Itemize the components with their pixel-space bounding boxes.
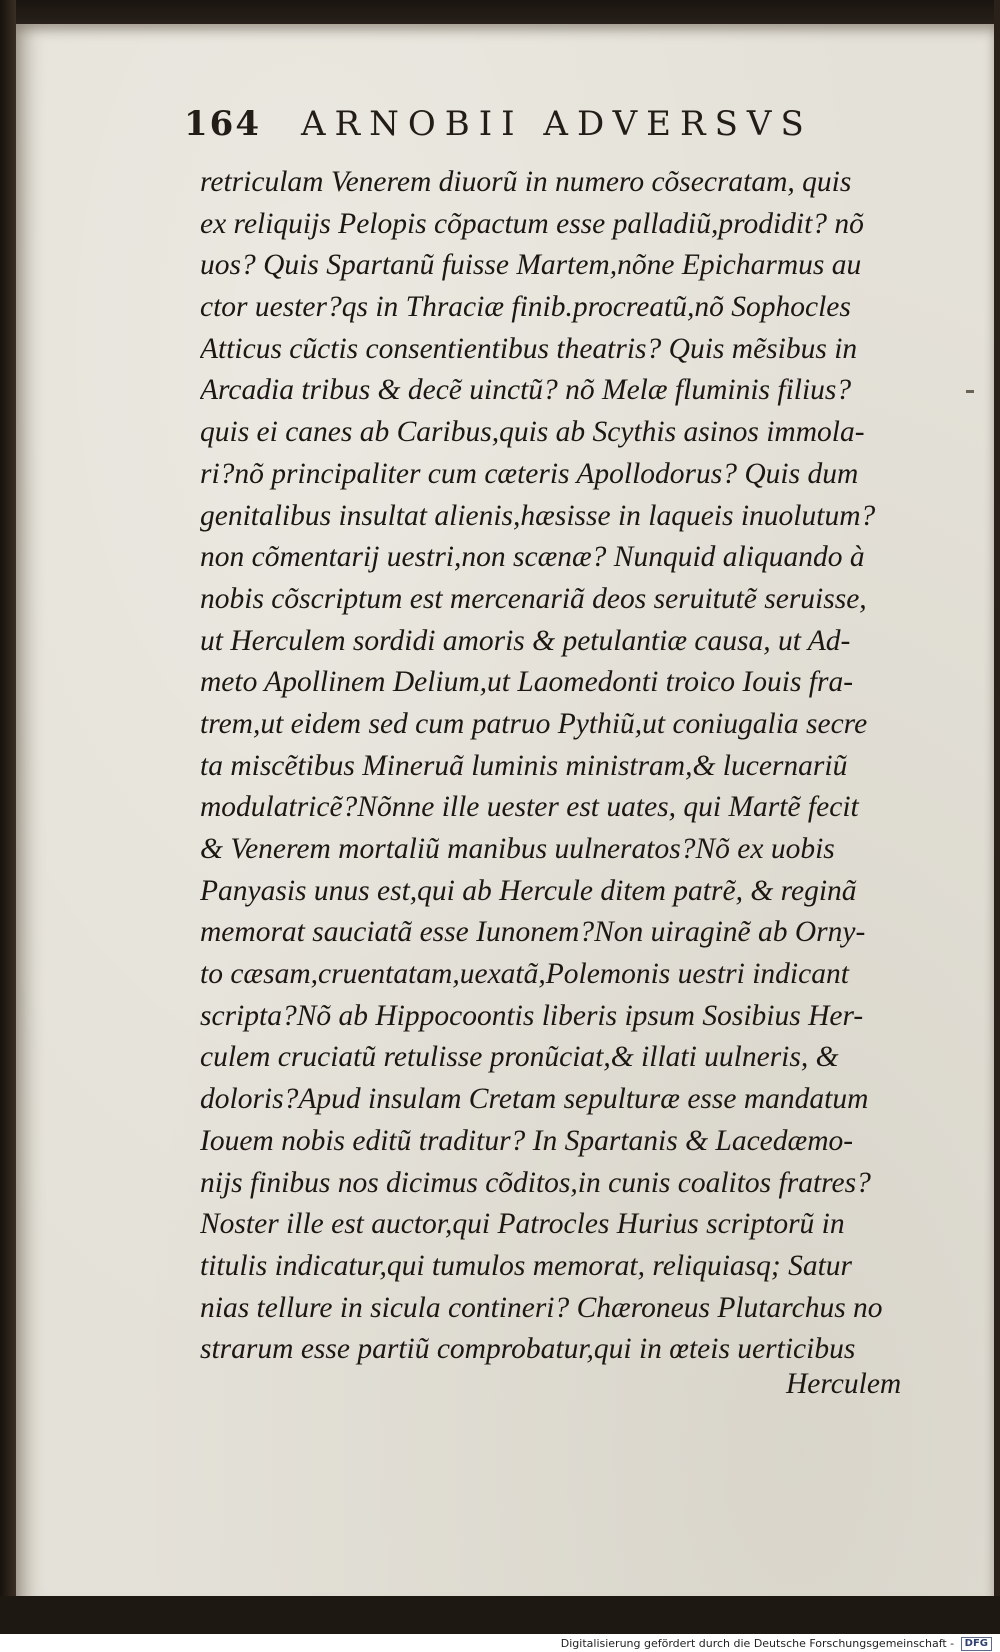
text-line: culem cruciatũ retulisse pronũciat,& illati uulneris, & — [200, 1041, 839, 1074]
text-line: to cæsam,cruentatam,uexatã,Polemonis uestri indicant — [200, 958, 849, 991]
running-title: ARNOBII ADVERSVS — [300, 104, 813, 144]
text-line: ut Herculem sordidi amoris & petulantiæ causa, ut Ad- — [200, 624, 851, 657]
text-line: titulis indicatur,qui tumulos memorat, reliquiasq; Satur — [200, 1249, 853, 1282]
text-line: retriculam Venerem diuorũ in numero cõsecratam, quis — [200, 166, 852, 198]
text-line: modulatricẽ?Nõnne ille uester est uates, qui Martẽ fecit — [200, 791, 859, 824]
text-line: nias tellure in sicula contineri? Chæroneus Plutarchus no — [200, 1291, 883, 1324]
text-line: Noster ille est auctor,qui Patrocles Hurius scriptorũ in — [200, 1208, 845, 1241]
text-line: trem,ut eidem sed cum patruo Pythiũ,ut coniugalia secre — [200, 707, 868, 740]
text-line: uos? Quis Spartanũ fuisse Martem,nõne Epicharmus au — [200, 249, 862, 282]
running-head — [184, 104, 884, 144]
text-line: nijs finibus nos dicimus cõditos,in cunis coalitos fratres? — [200, 1166, 871, 1199]
text-line: genitalibus insultat alienis,hæsisse in laqueis inuolutum? — [200, 499, 876, 532]
ink-mark — [966, 390, 974, 393]
text-line: quis ei canes ab Caribus,quis ab Scythis asinos immola- — [200, 416, 865, 449]
text-line: nobis cõscriptum est mercenariã deos seruitutẽ seruisse, — [200, 582, 867, 615]
binding-edge-left — [0, 0, 16, 1620]
text-line: strarum esse partiũ comprobatur,qui in œteis uerticibus — [200, 1333, 856, 1366]
text-line: meto Apollinem Delium,ut Laomedonti troico Iouis fra- — [200, 666, 854, 699]
text-line: & Venerem mortaliũ manibus uulneratos?Nõ ex uobis — [200, 833, 835, 865]
text-line: Iouem nobis editũ traditur? In Spartanis & Lacedæmo- — [200, 1124, 854, 1157]
binding-edge-right — [994, 0, 1000, 1634]
footer-credit: Digitalisierung gefördert durch die Deutsche Forschungsgemeinschaft - — [560, 1637, 955, 1650]
page-number: 164 — [184, 104, 261, 144]
text-line: non cõmentarij uestri,non scænæ? Nunquid aliquando à — [200, 541, 865, 574]
text-line: Arcadia tribus & decẽ uinctũ? nõ Melæ fluminis filius? — [200, 374, 852, 407]
scan-bottom-band — [0, 1596, 1000, 1634]
body-text — [200, 162, 920, 1371]
text-line: ex reliquijs Pelopis cõpactum esse palladiũ,prodidit? nõ — [200, 207, 864, 240]
text-line: Panyasis unus est,qui ab Hercule ditem patrẽ, & reginã — [200, 874, 857, 907]
digitization-footer — [561, 1636, 992, 1652]
text-line: memorat sauciatã esse Iunonem?Non uiraginẽ ab Orny- — [200, 916, 866, 949]
text-line: Atticus cũctis consentientibus theatris? Quis mẽsibus in — [200, 332, 858, 365]
text-line: ta miscẽtibus Mineruã luminis ministram,& lucernariũ — [200, 749, 848, 782]
text-line: ctor uester?qs in Thraciæ finib.procreatũ,nõ Sophocles — [200, 291, 851, 324]
text-line: ri?nõ principaliter cum cæteris Apollodorus? Quis dum — [200, 457, 859, 490]
catchword: Herculem — [786, 1368, 902, 1400]
text-line: scripta?Nõ ab Hippocoontis liberis ipsum Sosibius Her- — [200, 999, 864, 1032]
dfg-logo: DFG — [961, 1637, 992, 1651]
text-line: doloris?Apud insulam Cretam sepulturæ esse mandatum — [200, 1083, 869, 1116]
